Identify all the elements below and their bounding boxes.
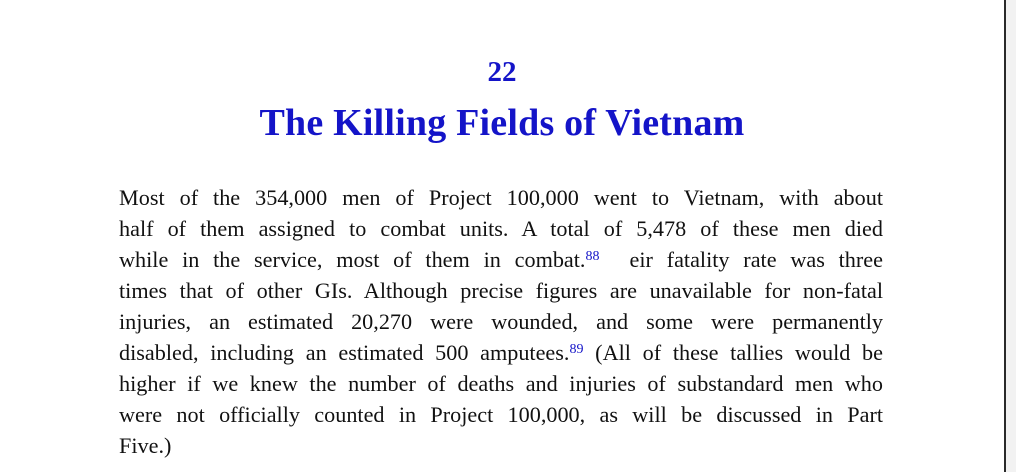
paragraph-line: half of them assigned to combat units. A total of 5,478 of these men died	[119, 216, 883, 241]
paragraph-line: were not officially counted in Project 100,000, as will be discussed in Part	[119, 402, 883, 427]
paragraph-line: Most of the 354,000 men of Project 100,000 went to Vietnam, with about	[119, 185, 883, 210]
chapter-number: 22	[487, 56, 517, 88]
paragraph-line: injuries, an estimated 20,270 were wounded, and some were permanently	[119, 309, 883, 334]
paragraph-line: higher if we knew the number of deaths and injuries of substandard men who	[119, 371, 883, 396]
paragraph-text: (All of these tallies would be	[583, 340, 883, 365]
paragraph-line	[119, 337, 883, 368]
body-paragraph	[119, 182, 883, 461]
paragraph-text: while in the service, most of them in combat.	[119, 247, 586, 272]
footnote-link-89[interactable]: 89	[569, 342, 584, 357]
footnote-link-88[interactable]: 88	[585, 249, 600, 264]
viewer-gutter	[1006, 0, 1016, 472]
paragraph-line: Five.)	[119, 433, 172, 458]
chapter-title: The Killing Fields of Vietnam	[259, 102, 745, 144]
paragraph-line	[119, 244, 883, 275]
paragraph-text: disabled, including an estimated 500 amputees.	[119, 340, 570, 365]
paragraph-line: times that of other GIs. Although precise figures are unavailable for non-fatal	[119, 278, 883, 303]
paragraph-text: eir fatality rate was three	[629, 247, 883, 272]
